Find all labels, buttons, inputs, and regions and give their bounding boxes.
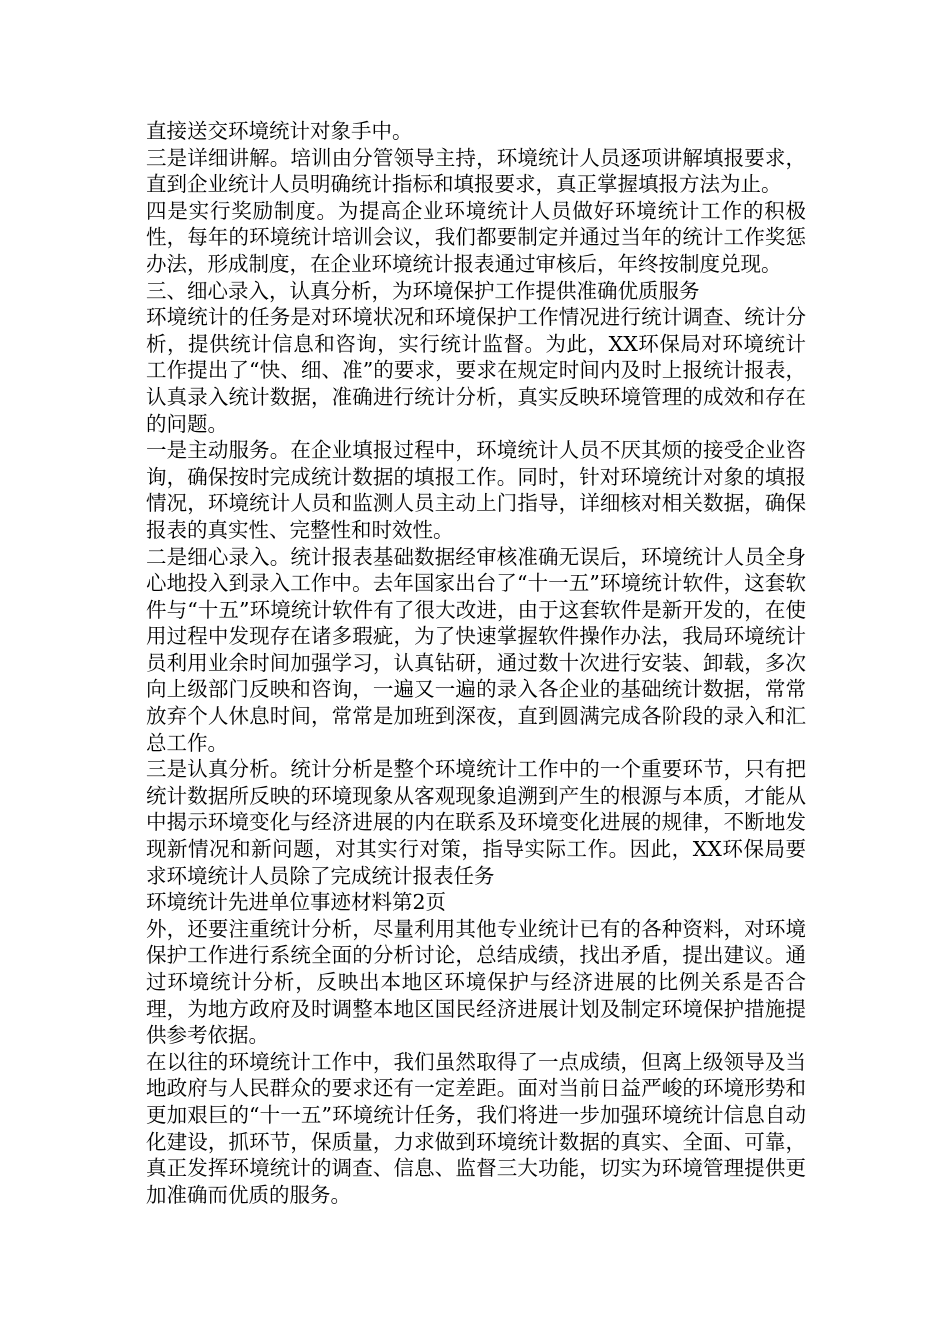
paragraph-careful-analysis: 三是认真分析。统计分析是整个环境统计工作中的一个重要环节，只有把统计数据所反映的环境现象从客观现象追溯到产生的根源与本质，才能从中揭示环境变化与经济进展的内在联系及环境变化进展的规律，不断地发现新情况和新问题，对其实行对策，指导实际工作。因此，XX环保局要求环境统计人员除了完成统计报表任务	[146, 757, 806, 888]
page-break-label: 环境统计先进单位事迹材料第2页	[146, 890, 447, 915]
document-body	[146, 118, 806, 1208]
paragraph-proactive-service: 一是主动服务。在企业填报过程中，环境统计人员不厌其烦的接受企业咨询，确保按时完成统计数据的填报工作。同时，针对环境统计对象的填报情况，环境统计人员和监测人员主动上门指导，详细核对相关数据，确保报表的真实性、完整性和时效性。	[146, 438, 806, 542]
paragraph-detailed-explanation: 三是详细讲解。培训由分管领导主持，环境统计人员逐项讲解填报要求，直到企业统计人员明确统计指标和填报要求，真正掌握填报方法为止。	[146, 145, 806, 197]
paragraph-delivery: 直接送交环境统计对象手中。	[146, 119, 413, 143]
paragraph-careful-entry: 二是细心录入。统计报表基础数据经审核准确无误后，环境统计人员全身心地投入到录入工作中。去年国家出台了“十一五”环境统计软件，这套软件与“十五”环境统计软件有了很大改进，由于这套软件是新开发的，在使用过程中发现存在诸多瑕疵，为了快速掌握软件操作办法，我局环境统计员利用业余时间加强学习，认真钻研，通过数十次进行安装、卸载，多次向上级部门反映和咨询，一遍又一遍的录入各企业的基础统计数据，常常放弃个人休息时间，常常是加班到深夜，直到圆满完成各阶段的录入和汇总工作。	[146, 544, 806, 755]
paragraph-reward-system: 四是实行奖励制度。为提高企业环境统计人员做好环境统计工作的积极性，每年的环境统计培训会议，我们都要制定并通过当年的统计工作奖惩办法，形成制度，在企业环境统计报表通过审核后，年终按制度兑现。	[146, 198, 806, 276]
paragraph-statistics-task: 环境统计的任务是对环境状况和环境保护工作情况进行统计调查、统计分析，提供统计信息和咨询，实行统计监督。为此，XX环保局对环境统计工作提出了“快、细、准”的要求，要求在规定时间内及时上报统计报表，认真录入统计数据，准确进行统计分析，真实反映环境管理的成效和存在的问题。	[146, 305, 806, 436]
section-heading-careful-entry: 三、细心录入，认真分析，为环境保护工作提供准确优质服务	[146, 278, 700, 303]
paragraph-analysis-continued: 外，还要注重统计分析，尽量利用其他专业统计已有的各种资料，对环境保护工作进行系统全面的分析讨论，总结成绩，找出矛盾，提出建议。通过环境统计分析，反映出本地区环境保护与经济进展的比例关系是否合理，为地方政府及时调整本地区国民经济进展计划及制定环境保护措施提供参考依据。	[146, 916, 806, 1048]
paragraph-conclusion: 在以往的环境统计工作中，我们虽然取得了一点成绩，但离上级领导及当地政府与人民群众的要求还有一定差距。面对当前日益严峻的环境形势和更加艰巨的“十一五”环境统计任务，我们将进一步加强环境统计信息自动化建设，抓环节，保质量，力求做到环境统计数据的真实、全面、可靠，真正发挥环境统计的调查、信息、监督三大功能，切实为环境管理提供更加准确而优质的服务。	[146, 1049, 806, 1207]
